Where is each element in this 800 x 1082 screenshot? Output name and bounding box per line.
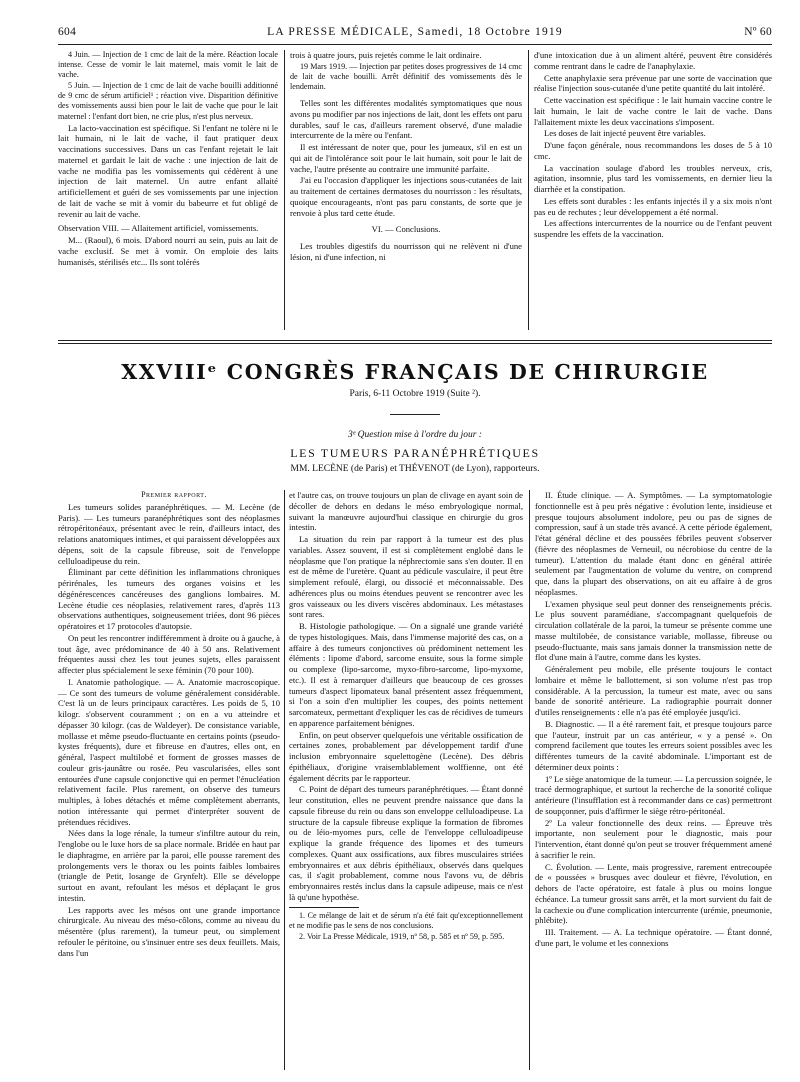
- paragraph: trois à quatre jours, puis rejetés comme le lait ordinaire.: [290, 50, 482, 60]
- congress-place: Paris, 6-11 Octobre 1919 (Suite ²).: [349, 389, 481, 399]
- bottom-column-3: [535, 490, 772, 1070]
- paragraph: Cette anaphylaxie sera prévenue par une sorte de vaccination que réalise l'injection sous-cutanée d'une petite quantité du lait intoléré.: [534, 72, 772, 94]
- paragraph: M... (Raoul), 6 mois. D'abord nourri au sein, puis au lait de vache exclusif. Se met à vomir. On emploie des laits humanisés, stérilisés etc... Ils sont tolérés: [58, 235, 278, 267]
- bottom-column-1: [58, 490, 280, 1070]
- paragraph: Enfin, on peut observer quelquefois une véritable ossification de certaines zones, probablement par développement tardif d'une inclusion embryonnaire squelettogène (Lecène). Des débris épithéliaux, d'origine vraisemblablement wolffienne, ont été également décrits par le rapporteur.: [289, 729, 523, 783]
- paragraph: Éliminant par cette définition les inflammations chroniques périrénales, les tumeurs des organes voisins et les dégénérescences cancéreuses des ganglions lombaires. M. Lecène étudie ces néoplasies, relativement rares, d'après 113 observations authentiques, soigneusement triées, dont 96 pièces opératoires et 17 protocoles d'autopsie.: [58, 567, 280, 631]
- paragraph: Les troubles digestifs du nourrisson qui ne relèvent ni d'une lésion, ni d'une infection, ni: [290, 241, 522, 262]
- paragraph: I. Anatomie pathologique. — A. Anatomie macroscopique. — Ce sont des tumeurs de volume généralement considérable. C'est là un de leurs principaux caractères. Les poids de 5, 10 kilogr. s'observent couramment ; on en a vu atteindre et dépasser 30 kilogr. (cas de Waldeyer). De consistance variable, mollasse et même pseudo-fluctuante en certains points (pseudo-kystes fréquents), dure et fibreuse en d'autres, elles ont, en général, l'aspect multilobé et forment de grosses masses de couleur gris-jaunâtre ou rosée. Peu vascularisées, elles sont entourées d'une capsule conjonctive qui en permet l'énucléation relativement facile. Plus rarement, on observe des tumeurs multiples, à lobes détachés et même complètement aberrants, notion intéressante qui permet d'interpréter souvent de prétendues récidives.: [58, 676, 280, 827]
- section-heading: VI. — Conclusions.: [371, 224, 441, 235]
- paragraph: C. Point de départ des tumeurs paranéphrétiques. — Étant donné leur constitution, elles ne peuvent prendre naissance que dans la capsule fibreuse du rein ou dans son enveloppe celluloadipeuse. La structure de la capsule fibreuse explique la formation de fibromes ou de léio-myomes purs, celle de l'enveloppe celluloadipeuse explique la grande fréquence des lipomes et des tumeurs complexes. Quant aux ossifications, aux fibres musculaires striées embryonnaires et aux débris épithéliaux, observés dans quelques cas, il s'agit probablement, comme nous l'avons vu, de débris embryonnaires restés inclus dans la capsule adipeuse, mais ce n'est là qu'une hypothèse.: [289, 784, 523, 902]
- paragraph: D'une façon générale, nous recommandons les doses de 5 à 10 cmc.: [534, 140, 772, 161]
- top-column-3: [534, 50, 772, 335]
- paragraph: Généralement peu mobile, elle présente toujours le contact lombaire et même le ballottement, si son volume n'est pas trop considérable. A la percussion, la tumeur est mate, avec ou sans bande de sonorité antérieure. La radiographie pourrait donner d'utiles renseignements : elle n'a pas été employée jusqu'ici.: [535, 664, 772, 717]
- paragraph: La vaccination soulage d'abord les troubles nerveux, cris, agitation, insomnie, plus tard les vomissements, en dernier lieu la diarrhée et la constipation.: [534, 162, 772, 194]
- page-number: 604: [58, 26, 77, 38]
- running-header: [58, 26, 772, 42]
- footnote: 2. Voir La Presse Médicale, 1919, nº 58, p. 585 et nº 59, p. 595.: [299, 931, 505, 941]
- topic-title: LES TUMEURS PARANÉPHRÉTIQUES: [290, 446, 540, 460]
- short-rule: [390, 414, 440, 415]
- top-column-2: [290, 50, 522, 335]
- column-rule: [528, 50, 529, 330]
- paragraph: C. Évolution. — Lente, mais progressive, rarement entrecoupée de « poussées » brusques avec douleur et fièvre, l'évolution, en dehors de l'acte opératoire, est fatale à plus ou moins longue échéance. La tumeur grossit sans arrêt, et la mort survient du fait de la cachexie ou d'une complication intercurrente (urémie, pneumonie, phlébite).: [535, 861, 772, 926]
- paragraph: Les effets sont durables : les enfants injectés il y a six mois n'ont pas eu de rechutes ; leur développement a été normal.: [534, 195, 772, 217]
- footnote: 1. Ce mélange de lait et de sérum n'a été fait qu'exceptionnellement et ne modifie pas le sens de nos conclusions.: [289, 910, 523, 930]
- bottom-column-2: [289, 490, 523, 1070]
- paragraph: 5 Juin. — Injection de 1 cmc de lait de vache bouilli additionné de 9 cmc de sérum artificiel¹ ; réaction vive. Disparition définitive des vomissements aussi bien pour le lait de vache que pour le lait maternel : l'enfant dort bien, ne crie plus, n'est plus nerveux.: [58, 81, 278, 121]
- section-rule: [58, 340, 772, 341]
- footnote-rule: [289, 907, 359, 908]
- paragraph: 1º Le siège anatomique de la tumeur. — La percussion soignée, le tracé dermographique, et surtout la recherche de la sonorité colique antérieure (l'insufflation est à recommander dans ce cas) permettront de soupçonner, puis d'affirmer le siège rétro-péritonéal.: [535, 773, 772, 816]
- issue-number: Nº 60: [744, 26, 772, 38]
- section-rule: [58, 343, 772, 344]
- paragraph: 19 Mars 1919. — Injection par petites doses progressives de 14 cmc de lait de vache bouilli. Arrêt définitif des vomissements dès le lendemain.: [290, 61, 522, 91]
- paragraph: Les rapports avec les mésos ont une grande importance chirurgicale. Au niveau des méso-côlons, comme au niveau du mésentère (plus rarement), la tumeur peut, ou simplement refouler le péritoine, ou s'insinuer entre ses deux feuillets. Mais, dans l'un: [58, 904, 280, 958]
- paragraph: L'examen physique seul peut donner des renseignements précis. Le plus souvent paramédiane, s'accompagnant quelquefois de circulation collatérale de la paroi, la tumeur se présente comme une masse multilobée, de consistance variable, mollasse, fibreuse ou pseudo-fluctuante, mais sans jamais donner la transmission nette de flot d'une main à l'autre, comme dans les kystes.: [535, 598, 772, 663]
- paragraph: B. Histologie pathologique. — On a signalé une grande variété de types histologiques. Mais, dans l'immense majorité des cas, on a affaire à des tumeurs conjonctives où prédominent nettement les éléments : lipome d'abord, sarcome ensuite, sous la forme simple ou complexe (lipo-sarcome, myxo-fibro-sarcome, lipo-myxome, etc.). Il est à remarquer d'ailleurs que beaucoup de ces grosses tumeurs d'aspect lipomateux banal présentent assez fréquemment, si l'on a soin d'en multiplier les coupes, des points nettement sarcomateux, permettant d'expliquer les cas de récidives de tumeurs en apparence parfaitement bénignes.: [289, 621, 523, 728]
- question-line: 3ᵉ Question mise à l'ordre du jour :: [348, 430, 482, 440]
- paragraph: Il est intéressant de noter que, pour les jumeaux, s'il en est un qui ait de l'intolérance soit pour le lait humain, soit pour le lait de vache, l'autre présente au contraire une immunité parfaite.: [290, 142, 522, 174]
- report-heading: Premier rapport.: [141, 490, 207, 499]
- paragraph: La situation du rein par rapport à la tumeur est des plus variables. Assez souvent, il est si complètement englobé dans le néoplasme que l'on pratique la néphrectomie sans s'en douter. Il en est de même de l'uretère. Quant au pédicule vasculaire, il peut être simplement refoulé, élargi, ou dissocié et méconnaissable. Des adhérences plus ou moins étendues peuvent se rencontrer avec les gros vaisseaux ou les divers viscères abdominaux. Les métastases sont rares.: [289, 534, 523, 620]
- header-rule: [58, 44, 772, 45]
- congress-title: XXVIIIᵉ CONGRÈS FRANÇAIS DE CHIRURGIE: [121, 360, 709, 384]
- paragraph: II. Étude clinique. — A. Symptômes. — La symptomatologie fonctionnelle est à peu près négative : évolution lente, insidieuse et presque toujours absolument indolore, peu ou pas de signes de compression, sauf à un stade très avancé. A cette période également, l'état général décline et des poussées fébriles peuvent s'observer (fièvre des néoplasmes de Verneuil, ou nécrobiose du centre de la tumeur). L'attention du malade étant donc en général attirée seulement par l'augmentation de volume du ventre, on comprend que, dans la plupart des observations, on ait eu affaire à de gros néoplasmes.: [535, 490, 772, 597]
- paragraph: Telles sont les différentes modalités symptomatiques que nous avons pu modifier par nos injections de lait, dont les effets ont paru durables, sauf le cas, d'ailleurs rarement observé, d'une maladie intercurrente de la mère ou l'enfant.: [290, 98, 522, 141]
- paragraph: Les doses de lait injecté peuvent être variables.: [544, 128, 706, 139]
- paragraph: Les affections intercurrentes de la nourrice ou de l'enfant peuvent suspendre les effets de la vaccination.: [534, 218, 772, 239]
- paragraph: La lacto-vaccination est spécifique. Si l'enfant ne tolère ni le lait humain, ni le lait de vache, il faut pratiquer deux vaccinations successives. Dans un cas l'enfant rejetait le lait maternel et gardait le lait de vache : une injection de lait de vache ne modifia pas les vomissements qui cédèrent à une injection de lait maternel. Un autre enfant allaité artificiellement et guéri de ses vomissements par une injection de lait de vache se mit à vomir du babeurre et fut obligé de revenir au lait de vache.: [58, 122, 278, 219]
- paragraph: Nées dans la loge rénale, la tumeur s'infiltre autour du rein, l'englobe ou le luxe hors de sa place normale. Bridée en haut par le diaphragme, en arrière par la paroi, elle pousse rarement des prolongements vers le thorax ou les points faibles lombaires (triangle de Petit, losange de Grynfelt). Elle se développe surtout en avant, refoulant les mésos et déplaçant le gros intestin.: [58, 828, 280, 903]
- rapporteurs-line: MM. LECÈNE (de Paris) et THÉVENOT (de Lyon), rapporteurs.: [290, 464, 540, 474]
- paragraph: Cette vaccination est spécifique : le lait humain vaccine contre le lait humain, le lait de vache contre le lait de vache. Dans l'allaitement mixte les deux vaccinations s'imposent.: [534, 95, 772, 127]
- journal-title: LA PRESSE MÉDICALE, Samedi, 18 Octobre 1919: [267, 26, 563, 38]
- paragraph: B. Diagnostic. — Il a été rarement fait, et presque toujours parce que l'auteur, instruit par un cas antérieur, « y a pensé ». On comprend facilement que toutes les erreurs soient possibles avec les différentes tumeurs de la cavité abdominale. L'important est de déterminer deux points :: [535, 718, 772, 772]
- top-column-1: [58, 50, 278, 335]
- paragraph: Les tumeurs solides paranéphrétiques. — M. Lecène (de Paris). — Les tumeurs paranéphrétiques sont des néoplasmes rétropéritonéaux, présentant avec le rein, d'ailleurs intact, des relations anatomiques intimes, et qui paraissent développées aux dépens, soit de la capsule fibreuse, soit de l'enveloppe celluloadipeuse du rein.: [58, 501, 280, 566]
- paragraph: d'une intoxication due à un aliment altéré, peuvent être considérés comme rentrant dans le cadre de l'anaphylaxie.: [534, 50, 772, 71]
- paragraph: J'ai eu l'occasion d'appliquer les injections sous-cutanées de lait au traitement de certaines dermatoses du nourrisson : les résultats, quoique encourageants, n'ont pas paru constants, de sorte que je renvoie à plus tard cette étude.: [290, 175, 522, 218]
- paragraph: III. Traitement. — A. La technique opératoire. — Étant donné, d'une part, le volume et les connexions: [535, 927, 772, 948]
- paragraph: 2º La valeur fonctionnelle des deux reins. — Épreuve très importante, non seulement pour le diagnostic, mais pour l'intervention, étant donné qu'on peut se trouver fréquemment amené à sacrifier le rein.: [535, 817, 772, 860]
- column-rule: [284, 50, 285, 330]
- paragraph: On peut les rencontrer indifféremment à droite ou à gauche, à tout âge, avec prédominance de 40 à 50 ans. Relativement fréquentes aussi chez les tout jeunes sujets, elles paraissent affecter plus spécialement le sexe féminin (70 pour 100).: [58, 632, 280, 675]
- column-rule: [284, 490, 285, 1070]
- observation-heading: Observation VIII. — Allaitement artificiel, vomissements.: [58, 223, 259, 234]
- paragraph: 4 Juin. — Injection de 1 cmc de lait de la mère. Réaction locale intense. Cesse de vomir le lait maternel, mais vomit le lait de vache.: [58, 50, 278, 80]
- column-rule: [529, 490, 530, 1070]
- paragraph: et l'autre cas, on trouve toujours un plan de clivage en ayant soin de décoller de dehors en dedans le méso embryologique normal, suivant la manœuvre aujourd'hui classique en chirurgie du gros intestin.: [289, 490, 523, 533]
